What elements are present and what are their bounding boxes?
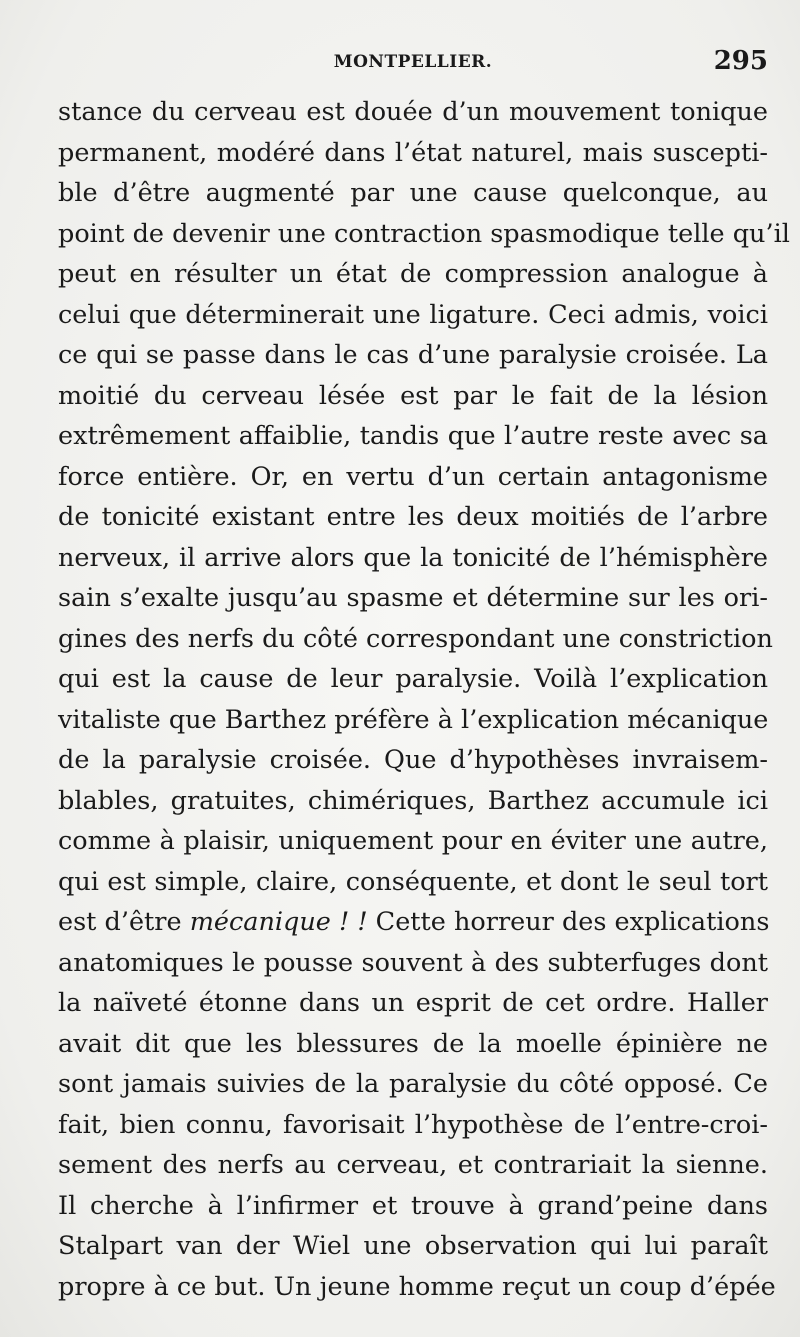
text-line: qui est la cause de leur paralysie. Voilà l’explication [58,664,768,694]
text-line: peut en résulter un état de compression analogue à [58,259,768,289]
text-line: gines des nerfs du côté correspondant une constriction [58,623,773,654]
text-line: celui que déterminerait une ligature. Ceci admis, voici [58,299,768,330]
text-line: la naïveté étonne dans un esprit de cet ordre. Haller [58,988,768,1018]
text-line-with-italic [58,902,768,943]
text-line: ble d’être augmenté par une cause quelconque, au [58,178,768,208]
text-line: point de devenir une contraction spasmodique telle qu’il [58,218,790,249]
line-segment-before: est d’être [58,907,190,937]
text-line: sont jamais suivies de la paralysie du côté opposé. Ce [58,1069,768,1099]
text-line: comme à plaisir, uniquement pour en éviter une autre, [58,826,768,856]
text-line: blables, gratuites, chimériques, Barthez accumule ici [58,785,768,816]
text-line: fait, bien connu, favorisait l’hypothèse de l’entre-croi- [58,1109,768,1140]
body-text [58,92,790,1307]
text-line: moitié du cerveau lésée est par le fait de la lésion [58,380,768,411]
text-line: sain s’exalte jusqu’au spasme et détermine sur les ori- [58,583,768,613]
text-line: de la paralysie croisée. Que d’hypothèses invraisem- [58,745,768,775]
text-line: de tonicité existant entre les deux moitiés de l’arbre [58,502,768,532]
text-line: Il cherche à l’infirmer et trouve à grand’peine dans [58,1190,768,1221]
text-line: vitaliste que Barthez préfère à l’explication mécanique [58,704,769,735]
text-line: qui est simple, claire, conséquente, et dont le seul tort [58,866,768,897]
text-line: ce qui se passe dans le cas d’une paralysie croisée. La [58,340,768,370]
text-line: stance du cerveau est douée d’un mouvement tonique [58,97,768,127]
text-line: sement des nerfs au cerveau, et contrariait la sienne. [58,1150,768,1180]
text-line: propre à ce but. Un jeune homme reçut un coup d’épée [58,1271,776,1302]
page-number: 295 [713,46,768,76]
italic-emphasis: mécanique ! ! [189,907,368,937]
text-line: Stalpart van der Wiel une observation qui lui paraît [58,1231,768,1261]
text-line: anatomiques le pousse souvent à des subterfuges dont [58,947,768,978]
text-line: nerveux, il arrive alors que la tonicité de l’hémisphère [58,542,768,573]
text-line: avait dit que les blessures de la moelle épinière ne [58,1028,768,1059]
line-segment-after: Cette horreur des explications [367,907,770,937]
running-head [58,46,768,80]
running-title: MONTPELLIER. [333,52,493,72]
text-line: force entière. Or, en vertu d’un certain antagonisme [58,461,768,492]
text-line: extrêmement affaiblie, tandis que l’autre reste avec sa [58,421,768,451]
text-line: permanent, modéré dans l’état naturel, mais suscepti- [58,137,768,168]
